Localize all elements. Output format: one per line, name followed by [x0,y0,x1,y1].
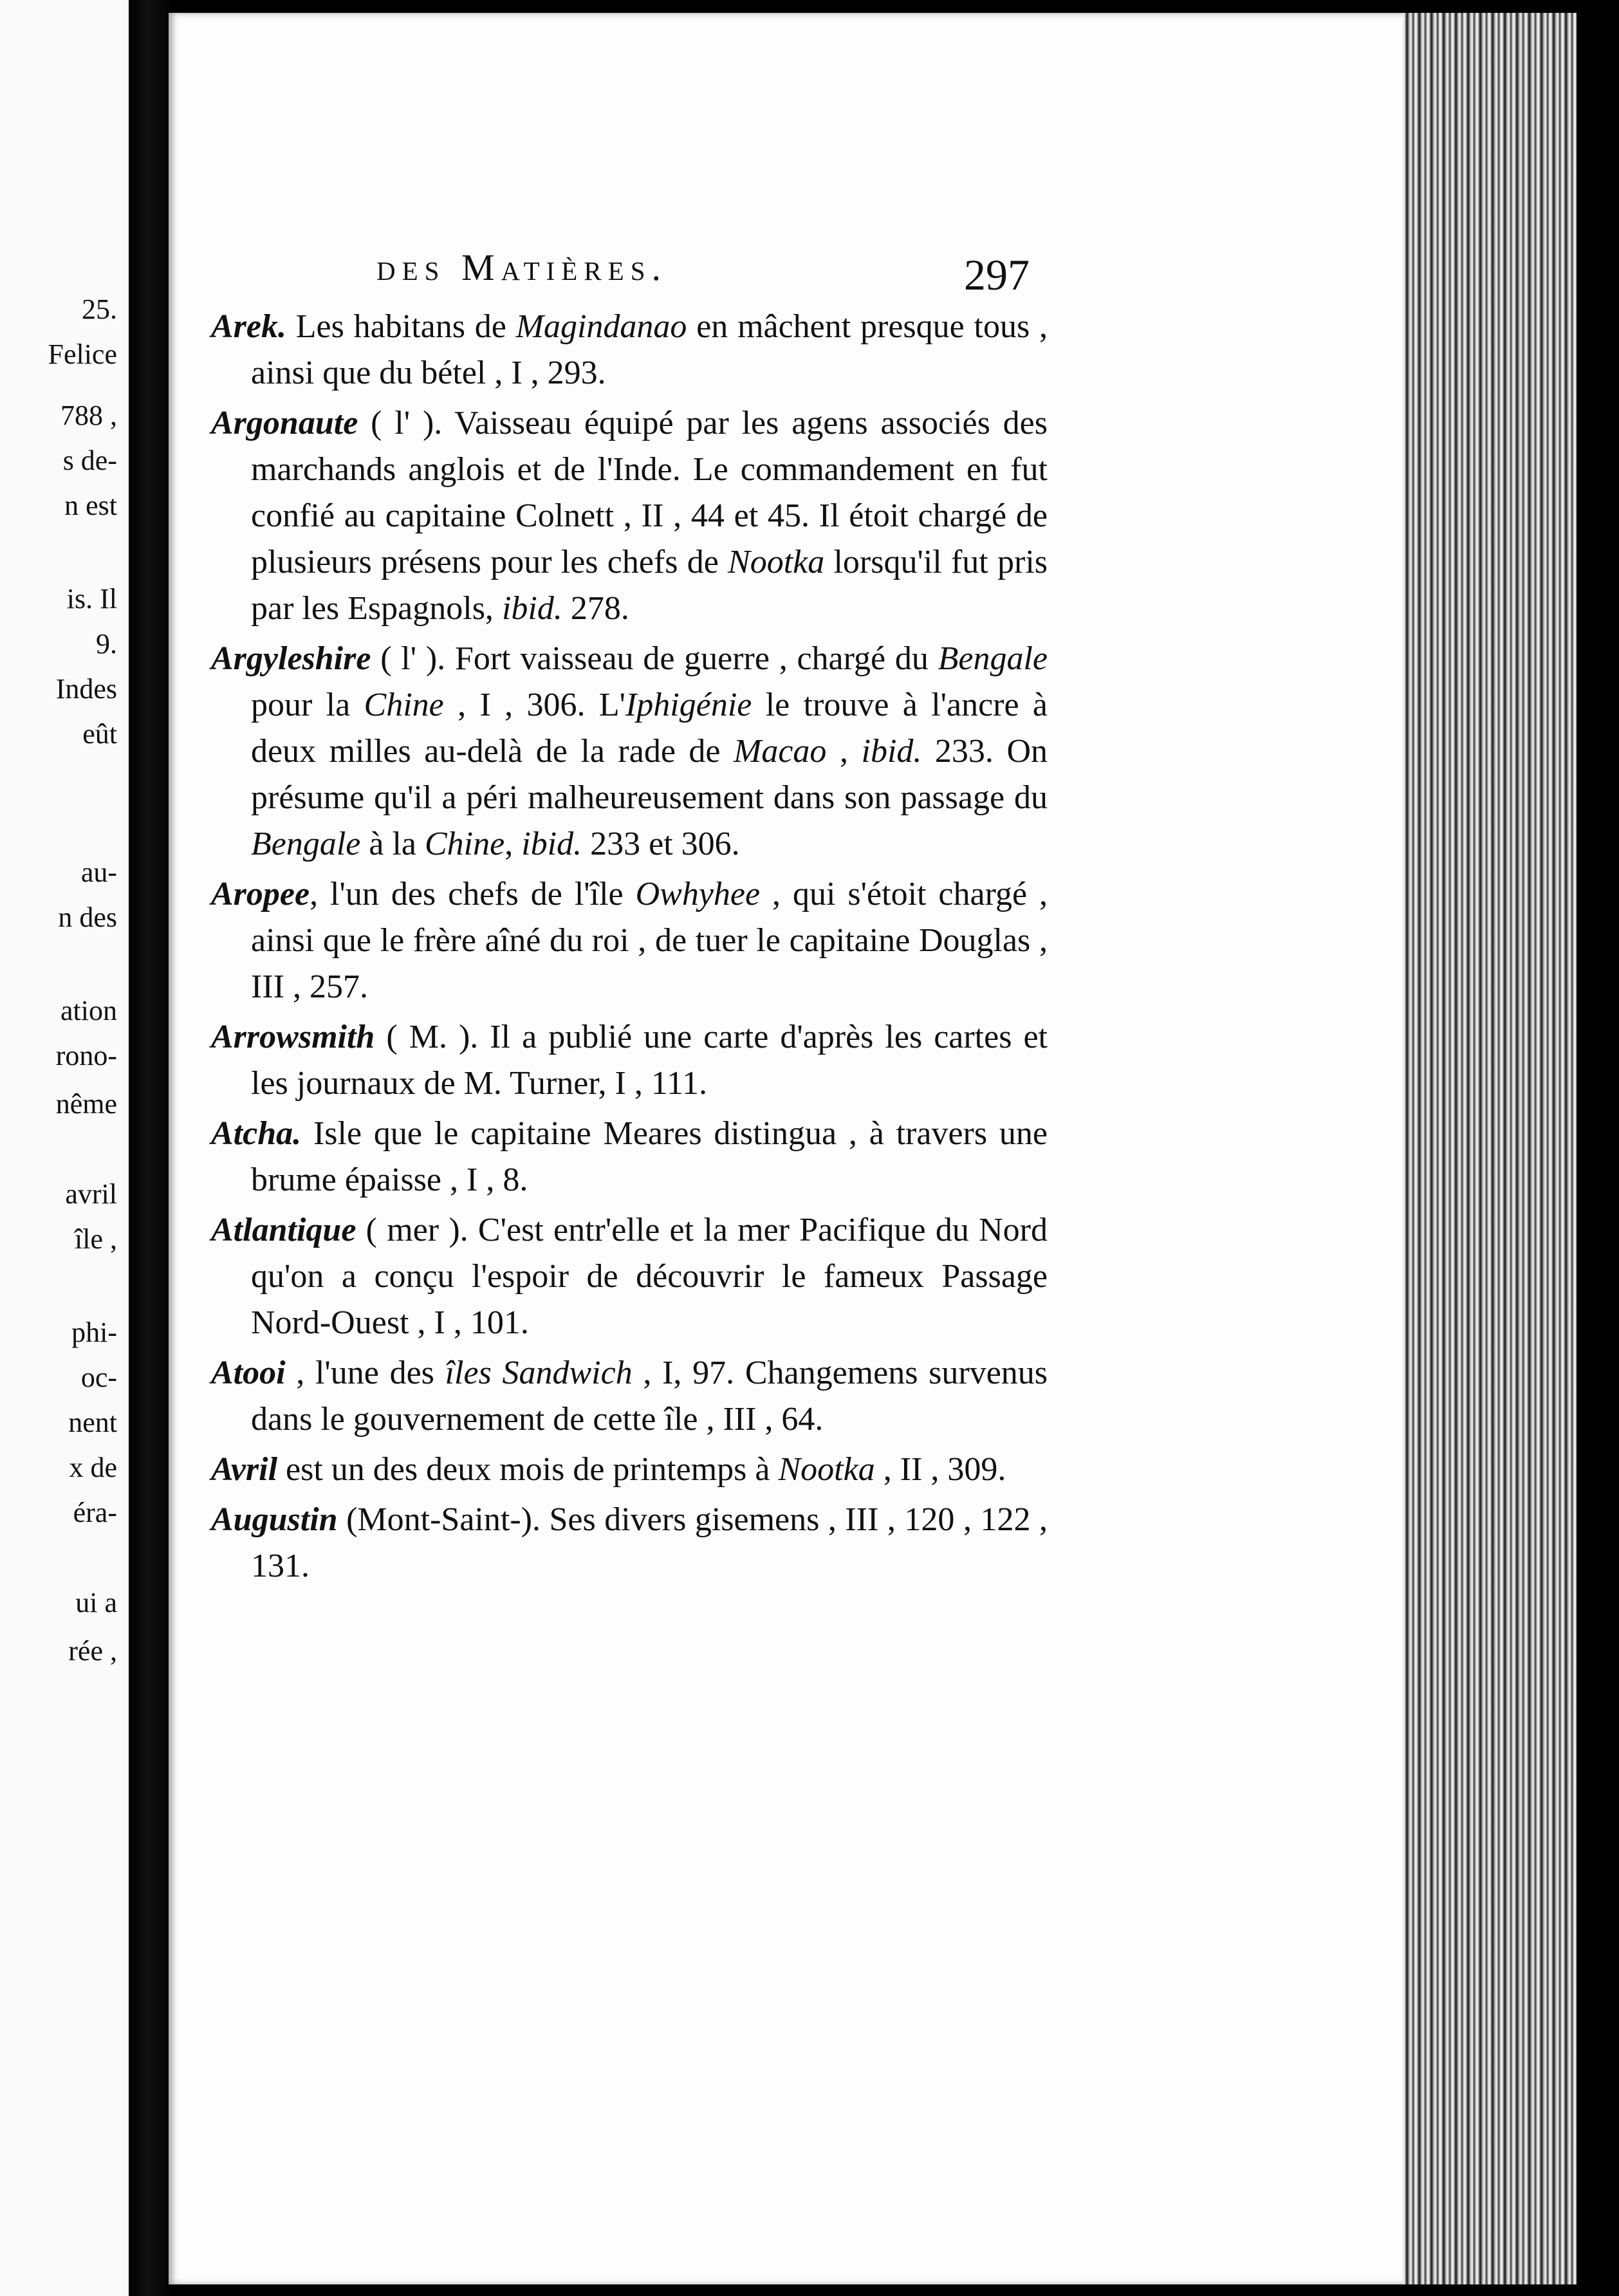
entry-text: , [826,733,862,770]
running-head: des Matières. [376,246,668,288]
scan-border [1577,0,1619,2296]
entry-text: , l'un des chefs de l'île [310,876,636,912]
facing-page-text: nême [55,1088,117,1120]
entry-text: Nootka [778,1451,875,1488]
index-entry [211,871,1048,1010]
entry-text: Les habitans de [286,308,516,345]
entry-headword: Atlantique [211,1212,356,1248]
facing-page-text: nent [68,1407,117,1438]
entry-text: , II , 309. [874,1451,1006,1488]
index-entry [211,1207,1048,1346]
entry-text: ibid. [501,590,562,627]
entry-text: ibid. [861,733,922,770]
entry-headword: Avril [211,1451,278,1488]
entry-text: , I , 306. L' [443,687,625,723]
entry-headword: Argyleshire [211,640,371,677]
entry-text: ( mer ). C'est entr'elle et la mer Pacifique du Nord qu'on a conçu l'espoir de découvrir le fameux Passage Nord-Ouest , I , 101. [251,1212,1048,1341]
entry-headword: Atooi [211,1355,286,1391]
entry-text: Nootka [728,544,825,580]
book-gutter [129,0,174,2296]
entry-text: Macao [734,733,827,770]
facing-page-text: n des [58,902,117,933]
index-entry [211,636,1048,867]
facing-page-text: Felice [48,338,117,370]
index-entries [211,304,1048,1593]
entry-text: ibid. [521,826,582,862]
facing-page-text: s de- [62,445,117,476]
entry-text: à la [360,826,425,862]
facing-page-text: rée , [68,1635,117,1667]
entry-text: Magindanao [515,308,687,345]
index-entry [211,304,1048,396]
entry-text: îles Sandwich [445,1355,633,1391]
entry-text: Chine [424,826,505,862]
index-entry [211,1111,1048,1203]
facing-page-text: avril [65,1178,117,1210]
entry-text: le trouve à l'ancre à deux milles au-delà de la rade de [251,687,1048,770]
facing-page-text: Indes [55,673,117,705]
facing-page-text: n est [64,490,117,521]
entry-text: pour la [251,687,364,723]
index-entry [211,1014,1048,1107]
facing-page-text: ui a [75,1587,117,1618]
index-entry [211,400,1048,632]
entry-text: ( M. ). Il a publié une carte d'après les cartes et les journaux de M. Turner, I , 111. [251,1019,1048,1102]
facing-page-text: x de [69,1452,117,1483]
page-edges [1403,13,1596,2284]
facing-page-fragment [0,0,129,2296]
entry-text: Owhyhee [635,876,761,912]
entry-text: Chine [364,687,444,723]
entry-text: , I, 97. Changemens survenus dans le gouvernement de cette île , III , 64. [251,1355,1048,1438]
entry-headword: Arrowsmith [211,1019,375,1055]
index-entry [211,1350,1048,1443]
facing-page-text: ation [60,995,117,1026]
entry-text: (Mont-Saint-). Ses divers gisemens , III , 120 , 122 , 131. [251,1501,1048,1584]
index-entry [211,1447,1048,1493]
index-entry [211,1497,1048,1589]
entry-text: 233. On présume qu'il a péri malheureusement dans son passage du [251,733,1048,816]
entry-text: Bengale [938,640,1048,677]
entry-text: Bengale [251,826,361,862]
entry-text: ( l' ). Fort vaisseau de guerre , chargé du [371,640,938,677]
facing-page-text: île , [75,1223,117,1255]
facing-page-text: 788 , [60,400,117,431]
facing-page-text: éra- [73,1497,117,1528]
entry-headword: Augustin [211,1501,338,1538]
facing-page-text: rono- [55,1040,117,1071]
entry-headword: Aropee [211,876,310,912]
facing-page-text: au- [80,856,117,888]
entry-text: Isle que le capitaine Meares distingua , à travers une brume épaisse , I , 8. [251,1115,1048,1198]
facing-page-text: 9. [96,628,117,660]
facing-page-text: phi- [71,1317,117,1348]
entry-headword: Arek. [211,308,286,345]
entry-text: 233 et 306. [582,826,740,862]
page-number: 297 [964,250,1030,299]
entry-text: , [504,826,522,862]
entry-text: , qui s'étoit chargé , ainsi que le frère aîné du roi , de tuer le capitaine Douglas , III , 257. [251,876,1048,1005]
entry-text: ( l' ). Vaisseau équipé par les agens associés des marchands anglois et de l'Inde. Le commandement en fut confié au capitaine Colnett , II , 44 et 45. Il étoit chargé de plusieurs présens pour les chefs de [251,405,1048,580]
facing-page-text: oc- [80,1362,117,1393]
facing-page-text: 25. [82,293,117,325]
entry-headword: Argonaute [211,405,358,441]
entry-text: Iphigénie [625,687,752,723]
facing-page-text: is. Il [66,583,117,615]
entry-text: , l'une des [285,1355,445,1391]
entry-text: lorsqu'il fut pris par les Espagnols, [251,544,1048,627]
facing-page-text: eût [82,718,117,750]
entry-text: en mâchent presque tous , ainsi que du bétel , I , 293. [251,308,1048,391]
entry-text: 278. [562,590,629,627]
entry-text: est un des deux mois de printemps à [277,1451,779,1488]
entry-headword: Atcha. [211,1115,302,1152]
